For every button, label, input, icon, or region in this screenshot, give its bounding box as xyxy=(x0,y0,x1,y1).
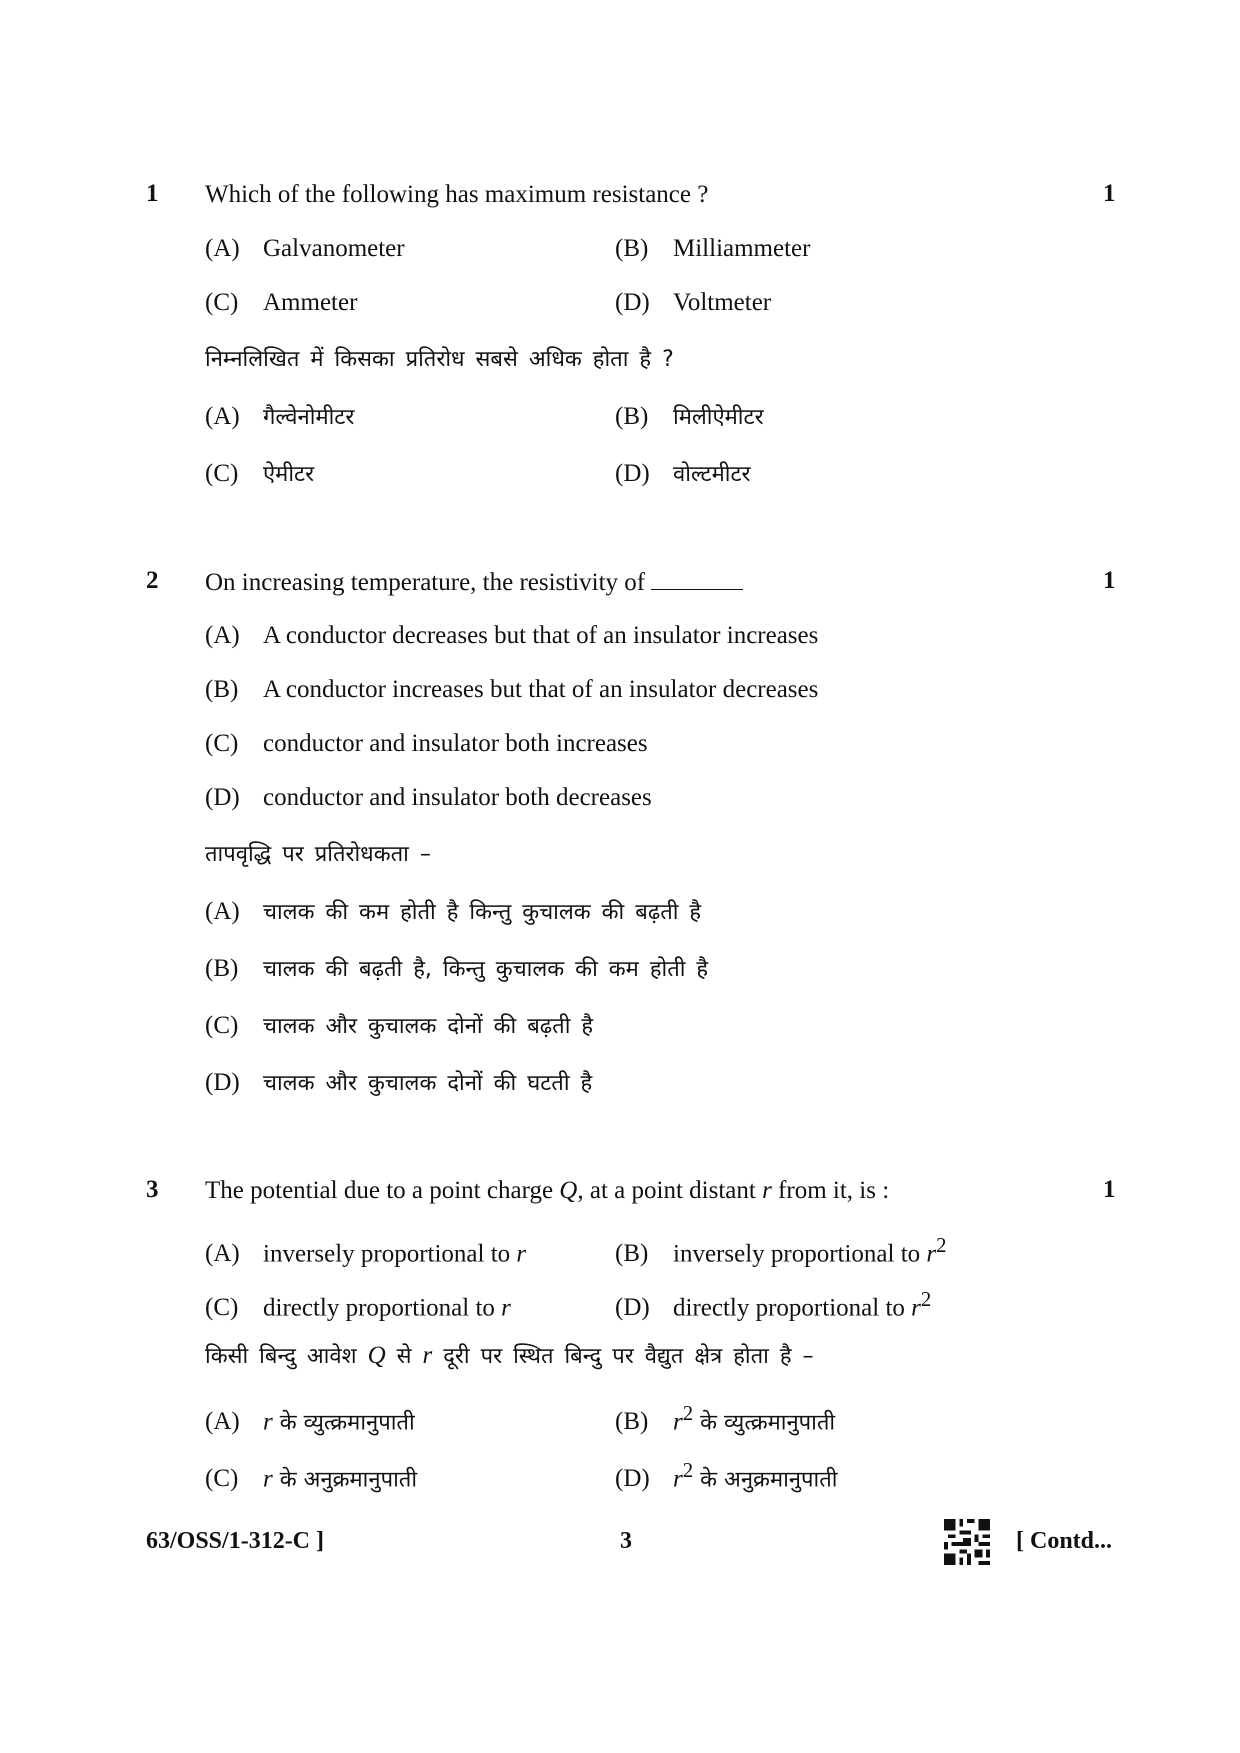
option-label: (B) xyxy=(205,676,239,703)
option-text: directly proportional to xyxy=(263,1294,502,1322)
question-stem-hi xyxy=(205,1341,814,1372)
exponent: 2 xyxy=(682,1458,694,1482)
option-label: (C) xyxy=(205,1294,239,1322)
option-text: Voltmeter xyxy=(673,289,772,316)
option-text: Galvanometer xyxy=(263,235,405,262)
option-text: Ammeter xyxy=(263,289,358,316)
option-c-hi xyxy=(205,1455,417,1495)
option-text: ऐमीटर xyxy=(263,462,315,487)
question-number: 3 xyxy=(146,1176,159,1203)
option-c-en xyxy=(205,729,648,759)
variable-r: r xyxy=(673,1408,683,1436)
variable-r: r xyxy=(911,1294,921,1322)
page-number: 3 xyxy=(620,1528,632,1554)
option-d-en xyxy=(615,288,771,318)
variable-r: r xyxy=(926,1240,937,1268)
stem-text: On increasing temperature, the resistivity of xyxy=(205,569,646,596)
option-label: (A) xyxy=(205,235,240,262)
option-label: (D) xyxy=(615,1294,650,1322)
option-label: (A) xyxy=(205,898,240,925)
answer-blank xyxy=(651,567,743,590)
option-text: वोल्टमीटर xyxy=(673,462,751,487)
variable-r: r xyxy=(422,1342,433,1369)
exponent: 2 xyxy=(920,1287,932,1311)
question-number: 2 xyxy=(146,567,159,594)
option-a-en xyxy=(205,1230,526,1269)
variable-q: Q xyxy=(367,1342,386,1369)
question-stem-en xyxy=(205,567,743,598)
option-label: (D) xyxy=(615,1465,650,1493)
option-a-en xyxy=(205,234,405,264)
option-label: (D) xyxy=(615,460,650,487)
variable-r: r xyxy=(263,1465,273,1493)
option-text: चालक की बढ़ती है, किन्तु कुचालक की कम होती है xyxy=(263,957,709,982)
option-b-en xyxy=(615,234,810,264)
option-d-en xyxy=(205,783,652,813)
option-label: (B) xyxy=(615,235,649,262)
stem-part: The potential due to a point charge xyxy=(205,1177,560,1204)
option-label: (B) xyxy=(615,1408,649,1436)
option-label: (D) xyxy=(615,289,650,316)
option-label: (A) xyxy=(205,403,240,430)
option-text: के व्युत्क्रमानुपाती xyxy=(272,1410,415,1436)
variable-q: Q xyxy=(559,1177,578,1204)
option-text: मिलीऐमीटर xyxy=(673,405,764,430)
option-label: (C) xyxy=(205,460,239,487)
option-d-en xyxy=(615,1284,931,1323)
option-text: inversely proportional to xyxy=(263,1240,517,1268)
option-text: conductor and insulator both increases xyxy=(263,730,648,757)
question-stem-hi: तापवृद्धि पर प्रतिरोधकता – xyxy=(205,842,431,867)
option-text: गैल्वेनोमीटर xyxy=(263,405,355,430)
option-c-hi xyxy=(205,459,314,490)
option-d-hi xyxy=(615,459,751,490)
question-marks: 1 xyxy=(1103,567,1116,594)
option-label: (B) xyxy=(205,955,239,982)
variable-r: r xyxy=(762,1177,772,1204)
variable-r: r xyxy=(673,1465,683,1493)
question-marks: 1 xyxy=(1103,1176,1116,1203)
question-stem-hi: निम्नलिखित में किसका प्रतिरोध सबसे अधिक होता है ? xyxy=(205,347,674,372)
option-b-en xyxy=(205,675,818,705)
option-text: directly proportional to xyxy=(673,1294,912,1322)
option-d-hi xyxy=(205,1068,592,1099)
option-text: inversely proportional to xyxy=(673,1240,927,1268)
continued-label: [ Contd... xyxy=(1016,1528,1113,1554)
variable-r: r xyxy=(501,1294,511,1322)
option-b-hi xyxy=(615,1398,835,1438)
option-label: (C) xyxy=(205,730,239,757)
stem-part: दूरी पर स्थित बिन्दु पर वैद्युत क्षेत्र होता है – xyxy=(432,1344,814,1369)
option-text: Milliammeter xyxy=(673,235,811,262)
option-c-en xyxy=(205,288,357,318)
option-label: (B) xyxy=(615,403,649,430)
option-a-hi xyxy=(205,402,354,433)
option-b-hi xyxy=(615,402,764,433)
question-number: 1 xyxy=(146,180,159,207)
option-text: के व्युत्क्रमानुपाती xyxy=(693,1410,836,1436)
exponent: 2 xyxy=(682,1401,694,1425)
option-label: (D) xyxy=(205,784,240,811)
option-d-hi xyxy=(615,1455,837,1495)
stem-part: from it, is : xyxy=(771,1177,890,1204)
option-label: (A) xyxy=(205,1240,240,1268)
option-text: के अनुक्रमानुपाती xyxy=(272,1467,418,1493)
question-marks: 1 xyxy=(1103,180,1116,207)
exponent: 2 xyxy=(936,1233,947,1257)
variable-r: r xyxy=(516,1240,527,1268)
option-text: A conductor decreases but that of an insulator increases xyxy=(263,622,819,649)
option-text: A conductor increases but that of an insulator decreases xyxy=(263,676,819,703)
option-label: (D) xyxy=(205,1069,240,1096)
question-stem-en: Which of the following has maximum resistance ? xyxy=(205,181,709,208)
option-text: चालक और कुचालक दोनों की बढ़ती है xyxy=(263,1014,594,1039)
option-a-hi xyxy=(205,1398,415,1438)
stem-part: से xyxy=(385,1344,423,1369)
paper-code: 63/OSS/1-312-C ] xyxy=(146,1528,325,1554)
qr-code-icon xyxy=(944,1519,990,1565)
question-stem-en xyxy=(205,1176,889,1206)
option-text: के अनुक्रमानुपाती xyxy=(693,1467,838,1493)
option-text: conductor and insulator both decreases xyxy=(263,784,652,811)
option-c-en xyxy=(205,1284,511,1323)
option-label: (B) xyxy=(615,1240,649,1268)
option-b-en xyxy=(615,1230,947,1269)
option-a-en xyxy=(205,621,818,651)
stem-part: किसी बिन्दु आवेश xyxy=(205,1344,368,1369)
variable-r: r xyxy=(263,1408,273,1436)
option-label: (C) xyxy=(205,289,239,316)
stem-part: , at a point distant xyxy=(577,1177,763,1204)
option-label: (A) xyxy=(205,622,240,649)
option-text: चालक और कुचालक दोनों की घटती है xyxy=(263,1071,593,1096)
option-b-hi xyxy=(205,954,708,985)
option-label: (C) xyxy=(205,1012,239,1039)
option-a-hi xyxy=(205,897,701,928)
option-c-hi xyxy=(205,1011,593,1042)
option-label: (A) xyxy=(205,1408,240,1436)
option-label: (C) xyxy=(205,1465,239,1493)
option-text: चालक की कम होती है किन्तु कुचालक की बढ़ती है xyxy=(263,900,702,925)
